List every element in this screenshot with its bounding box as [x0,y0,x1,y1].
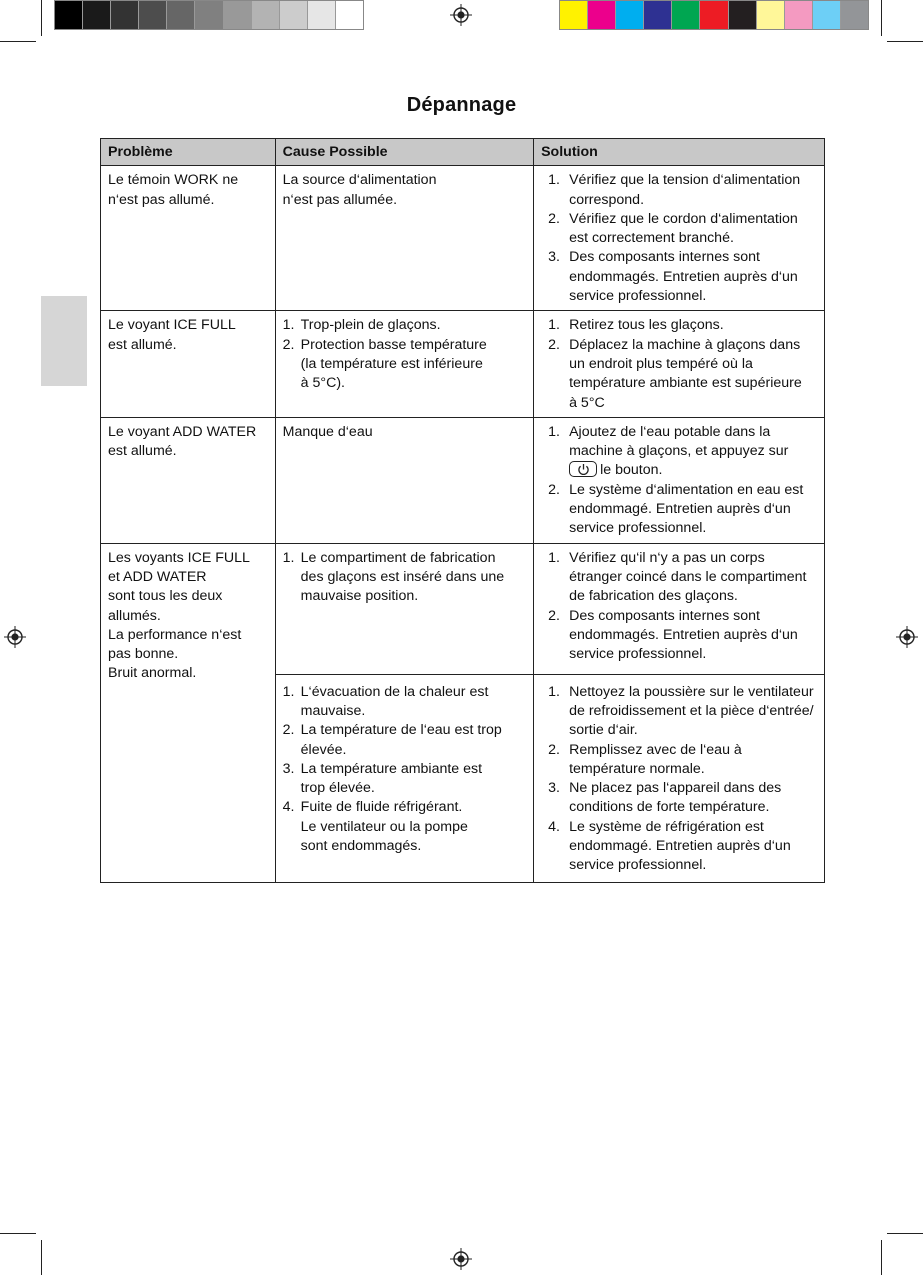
list-item [541,316,818,335]
text-line: Le système de réfrigération est [569,818,764,835]
item-number: 2. [548,741,560,758]
solution-list [541,549,818,665]
list-item [283,760,527,799]
solution-cell [534,166,825,311]
solution-list [541,683,818,876]
text-line: à 5°C [569,394,605,411]
gray-color-bar [54,0,364,30]
list-item [541,171,818,210]
solution-list [541,316,818,412]
problem-cell [101,543,276,882]
item-number: 3. [548,780,560,797]
power-button-icon [569,461,597,477]
item-number: 4. [548,818,560,835]
text-line: mauvaise position. [300,588,419,605]
text-line: pas bonne. [108,646,179,663]
text-line: est allumé. [108,336,177,353]
cause-cell [275,311,533,417]
color-swatch [139,1,167,29]
color-swatch [672,1,700,29]
crop-mark [41,0,42,36]
text-line: L‘évacuation de la chaleur est [300,683,489,700]
item-number: 3. [548,249,560,266]
list-item [283,721,527,760]
text-line: endommagé. Entretien auprès d‘un [569,501,791,518]
color-swatch [308,1,336,29]
color-swatch [560,1,588,29]
registration-mark-icon [896,626,918,648]
text-line: à 5°C). [300,375,345,392]
text-line: trop élevée. [300,780,375,797]
header-problem: Problème [101,139,276,166]
text-line: endommagé. Entretien auprès d‘un [569,838,791,855]
color-swatch [280,1,308,29]
text-line: Ajoutez de l‘eau potable dans la [569,423,771,440]
text-line: conditions de forte température. [569,799,770,816]
text-line: Vérifiez que le cordon d‘alimentation [569,210,798,227]
cause-list [283,316,527,393]
solution-cell [534,311,825,417]
text-line: Nettoyez la poussière sur le ventilateur [569,683,814,700]
text-line: La température de l‘eau est trop [300,722,502,739]
text-line: Le témoin WORK ne [108,172,239,189]
text-line: Les voyants ICE FULL [108,549,250,566]
table-row [101,417,825,543]
item-number: 2. [548,336,560,353]
list-item [541,779,818,818]
text-line: mauvaise. [300,702,366,719]
language-tab [41,296,87,386]
text-line: Déplacez la machine à glaçons dans [569,336,801,353]
text-line: Retirez tous les glaçons. [569,317,724,334]
process-color-bar [559,0,869,30]
page-title: Dépannage [406,94,517,116]
list-item [283,683,527,722]
text-line: de refroidissement et la pièce d‘entrée/ [569,702,814,719]
text-line: Le système d‘alimentation en eau est [569,481,804,498]
text-line: Vérifiez qu‘il n‘y a pas un corps [569,549,765,566]
color-swatch [83,1,111,29]
text-line: sont endommagés. [300,838,422,855]
text-line: correspond. [569,191,645,208]
color-swatch [336,1,363,29]
problem-cell [101,417,276,543]
item-number: 1. [548,172,560,189]
text-line: machine à glaçons, et appuyez sur [569,443,789,460]
list-item [541,549,818,607]
text-line: des glaçons est inséré dans une [300,568,505,585]
solution-cell [534,417,825,543]
item-number: 1. [548,683,560,700]
item-number: 2. [548,481,560,498]
item-number: 1. [548,549,560,566]
list-item [541,607,818,665]
crop-mark [881,1240,882,1275]
text-line [569,461,818,480]
color-swatch [616,1,644,29]
table-row [101,311,825,417]
text-line: Remplissez avec de l‘eau à [569,741,742,758]
list-item [283,798,527,856]
item-number: 2. [282,722,295,739]
item-number: 1. [548,423,560,440]
cause-list [283,683,527,857]
text-line: Ne placez pas l‘appareil dans des [569,780,782,797]
crop-mark [887,1233,923,1234]
list-item [283,336,527,394]
text-line: un endroit plus tempéré où la [569,355,753,372]
color-swatch [111,1,139,29]
text-line: sont tous les deux [108,588,223,605]
text-line: service professionnel. [569,646,707,663]
list-item [541,248,818,306]
color-swatch [55,1,83,29]
item-number: 1. [548,317,560,334]
list-item [283,549,527,607]
text-line: (la température est inférieure [300,355,483,372]
cause-list [283,549,527,607]
item-number: 2. [282,336,295,353]
problem-cell [101,166,276,311]
item-number: 4. [282,799,295,816]
crop-mark [0,1233,36,1234]
button-line-text: le bouton. [600,462,663,479]
color-swatch [224,1,252,29]
text-line: Le voyant ICE FULL [108,317,236,334]
crop-mark [881,0,882,36]
item-number: 1. [282,549,295,566]
text-line: et ADD WATER [108,568,207,585]
table-row [101,543,825,674]
text-line: Le voyant ADD WATER [108,423,257,440]
crop-mark [0,41,36,42]
cause-cell [275,674,533,882]
text-line: température ambiante est supérieure [569,375,802,392]
list-item [541,336,818,413]
text-line: Protection basse température [300,336,487,353]
color-swatch [588,1,616,29]
color-swatch [785,1,813,29]
text-line: La performance n‘est [108,626,242,643]
list-item [541,210,818,249]
text-line: est correctement branché. [569,230,734,247]
text-line: Vérifiez que la tension d‘alimentation [569,172,801,189]
table-row [101,166,825,311]
item-number: 1. [282,683,295,700]
text-line: service professionnel. [569,520,707,537]
text-line: est allumé. [108,443,177,460]
text-line: service professionnel. [569,288,707,305]
registration-mark-icon [450,4,472,26]
problem-cell [101,311,276,417]
list-item [541,481,818,539]
list-item [283,316,527,335]
item-number: 2. [548,607,560,624]
header-cause: Cause Possible [275,139,533,166]
text-line: sortie d‘air. [569,722,638,739]
solution-list [541,423,818,539]
color-swatch [841,1,868,29]
list-item [541,423,818,481]
item-number: 3. [282,760,295,777]
text-line: allumés. [108,607,161,624]
solution-list [541,171,818,306]
text-line: étranger coincé dans le compartiment [569,568,807,585]
color-swatch [167,1,195,29]
text-line: La source d‘alimentation [282,172,437,189]
solution-cell [534,543,825,674]
table-header-row [101,139,825,166]
list-item [541,741,818,780]
text-line: n‘est pas allumé. [108,191,215,208]
registration-mark-icon [4,626,26,648]
text-line: Des composants internes sont [569,249,760,266]
text-line: La température ambiante est [300,760,483,777]
text-line: température normale. [569,760,705,777]
color-swatch [757,1,785,29]
text-line: Le compartiment de fabrication [300,549,496,566]
item-number: 2. [548,210,560,227]
color-swatch [644,1,672,29]
text-line: Manque d‘eau [282,423,373,440]
text-line: Le ventilateur ou la pompe [300,818,468,835]
header-solution: Solution [534,139,825,166]
cause-cell [275,417,533,543]
color-swatch [700,1,728,29]
text-line: Bruit anormal. [108,665,197,682]
item-number: 1. [282,317,295,334]
text-line: n‘est pas allumée. [282,191,398,208]
color-swatch [195,1,223,29]
text-line: élevée. [300,741,347,758]
list-item [541,818,818,876]
color-swatch [813,1,841,29]
solution-cell [534,674,825,882]
troubleshooting-table [100,138,825,883]
text-line: Fuite de fluide réfrigérant. [300,799,463,816]
cause-cell [275,543,533,674]
text-line: de fabrication des glaçons. [569,588,738,605]
color-swatch [252,1,280,29]
text-line: endommagés. Entretien auprès d‘un [569,626,798,643]
registration-mark-icon [450,1248,472,1270]
crop-mark [887,41,923,42]
list-item [541,683,818,741]
color-swatch [729,1,757,29]
text-line: Trop-plein de glaçons. [300,317,441,334]
text-line: Des composants internes sont [569,607,760,624]
text-line: endommagés. Entretien auprès d‘un [569,268,798,285]
crop-mark [41,1240,42,1275]
text-line: service professionnel. [569,857,707,874]
cause-cell [275,166,533,311]
